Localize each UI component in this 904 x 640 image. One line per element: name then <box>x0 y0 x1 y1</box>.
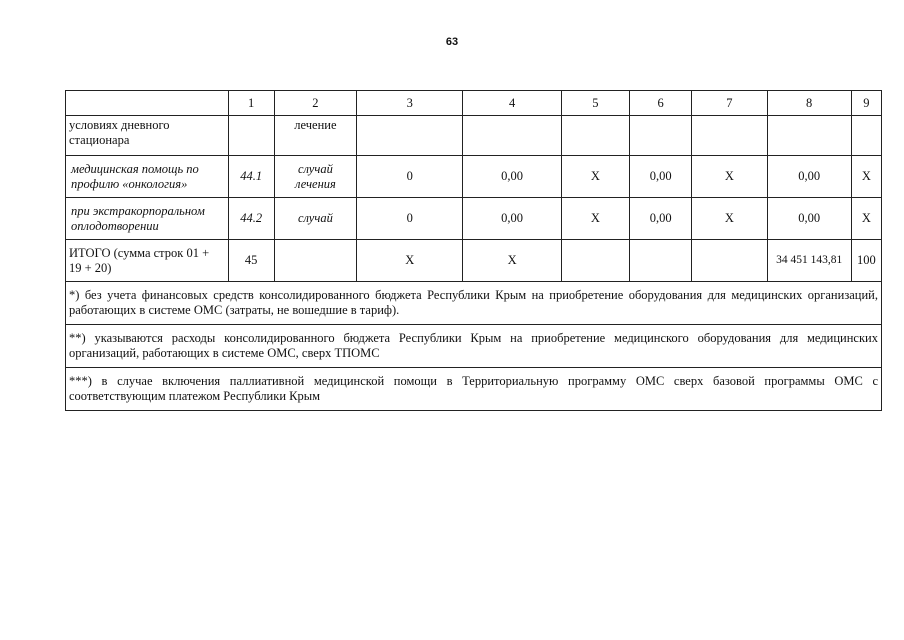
table-cell: 0,00 <box>630 198 692 240</box>
footnote-row <box>66 325 882 368</box>
footnote-2: **) указываются расходы консолидированного бюджета Республики Крым на приобретение медицинского оборудования для медицинских организаций, работающих в системе ОМС, сверх ТПОМС <box>66 325 882 368</box>
header-cell <box>66 91 229 116</box>
table-cell: Х <box>561 198 629 240</box>
table-cell: 0,00 <box>463 156 561 198</box>
table-cell <box>630 116 692 156</box>
table-cell: 45 <box>228 240 274 282</box>
table-row <box>66 156 882 198</box>
table-cell <box>357 116 463 156</box>
table-cell <box>630 240 692 282</box>
footnote-row <box>66 282 882 325</box>
table-cell <box>692 116 767 156</box>
table-row-total <box>66 240 882 282</box>
row-label: условиях дневного стационара <box>66 116 229 156</box>
table-cell: Х <box>851 198 881 240</box>
table-cell: случай <box>274 198 356 240</box>
table-cell: Х <box>357 240 463 282</box>
table-cell: случай лечения <box>274 156 356 198</box>
table-cell <box>692 240 767 282</box>
table-header-row <box>66 91 882 116</box>
header-cell: 5 <box>561 91 629 116</box>
table-cell: Х <box>851 156 881 198</box>
table-row <box>66 116 882 156</box>
footnote-row <box>66 368 882 411</box>
row-label: ИТОГО (сумма строк 01 + 19 + 20) <box>66 240 229 282</box>
header-cell: 4 <box>463 91 561 116</box>
header-cell: 3 <box>357 91 463 116</box>
page-number: 63 <box>445 36 459 48</box>
table-cell <box>561 116 629 156</box>
table-cell: 44.1 <box>228 156 274 198</box>
table-cell: 0 <box>357 156 463 198</box>
table-cell: 0,00 <box>767 198 851 240</box>
footnote-3: ***) в случае включения паллиативной медицинской помощи в Территориальную программу ОМС сверх базовой программы ОМС с соответствующим платежом Республики Крым <box>66 368 882 411</box>
table-cell <box>851 116 881 156</box>
table-cell <box>561 240 629 282</box>
header-cell: 9 <box>851 91 881 116</box>
table-cell: 0 <box>357 198 463 240</box>
row-label: медицинская помощь по профилю «онкология» <box>66 156 229 198</box>
header-cell: 7 <box>692 91 767 116</box>
header-cell: 1 <box>228 91 274 116</box>
table-cell <box>463 116 561 156</box>
data-table <box>65 90 882 411</box>
table-cell: 0,00 <box>767 156 851 198</box>
table-cell: 0,00 <box>630 156 692 198</box>
table-cell: 0,00 <box>463 198 561 240</box>
table-cell: лечение <box>274 116 356 156</box>
header-cell: 6 <box>630 91 692 116</box>
header-cell: 2 <box>274 91 356 116</box>
table-cell: 44.2 <box>228 198 274 240</box>
table-cell <box>274 240 356 282</box>
table-cell <box>767 116 851 156</box>
table-cell <box>228 116 274 156</box>
table-row <box>66 198 882 240</box>
header-cell: 8 <box>767 91 851 116</box>
table-cell: Х <box>692 198 767 240</box>
table-cell: Х <box>692 156 767 198</box>
table-cell: Х <box>561 156 629 198</box>
table-cell: Х <box>463 240 561 282</box>
row-label: при экстракорпоральном оплодотворении <box>66 198 229 240</box>
total-amount-cell: 34 451 143,81 <box>767 240 851 282</box>
table-cell: 100 <box>851 240 881 282</box>
footnote-1: *) без учета финансовых средств консолидированного бюджета Республики Крым на приобретение оборудования для медицинских организаций, работающих в системе ОМС (затраты, не вошедшие в тариф). <box>66 282 882 325</box>
